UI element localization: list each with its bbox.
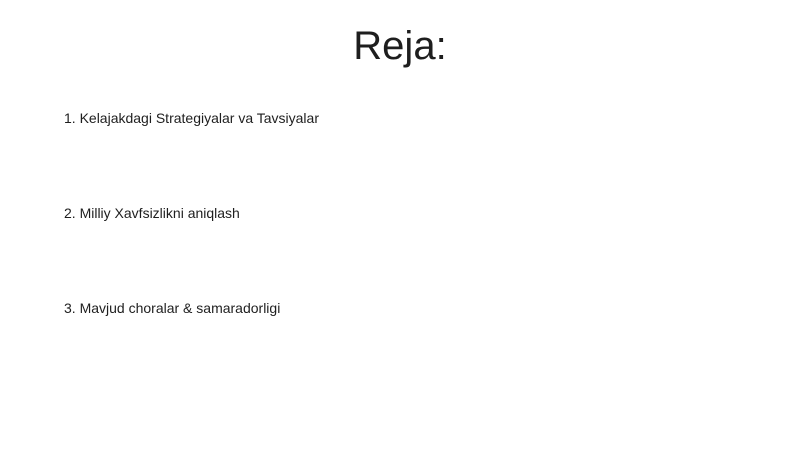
agenda-list <box>64 108 319 393</box>
list-item: 1. Kelajakdagi Strategiyalar va Tavsiyalar <box>64 110 319 126</box>
list-item: 2. Milliy Xavfsizlikni aniqlash <box>64 205 240 221</box>
slide-title: Reja: <box>353 24 447 68</box>
list-item: 3. Mavjud choralar & samaradorligi <box>64 300 281 316</box>
